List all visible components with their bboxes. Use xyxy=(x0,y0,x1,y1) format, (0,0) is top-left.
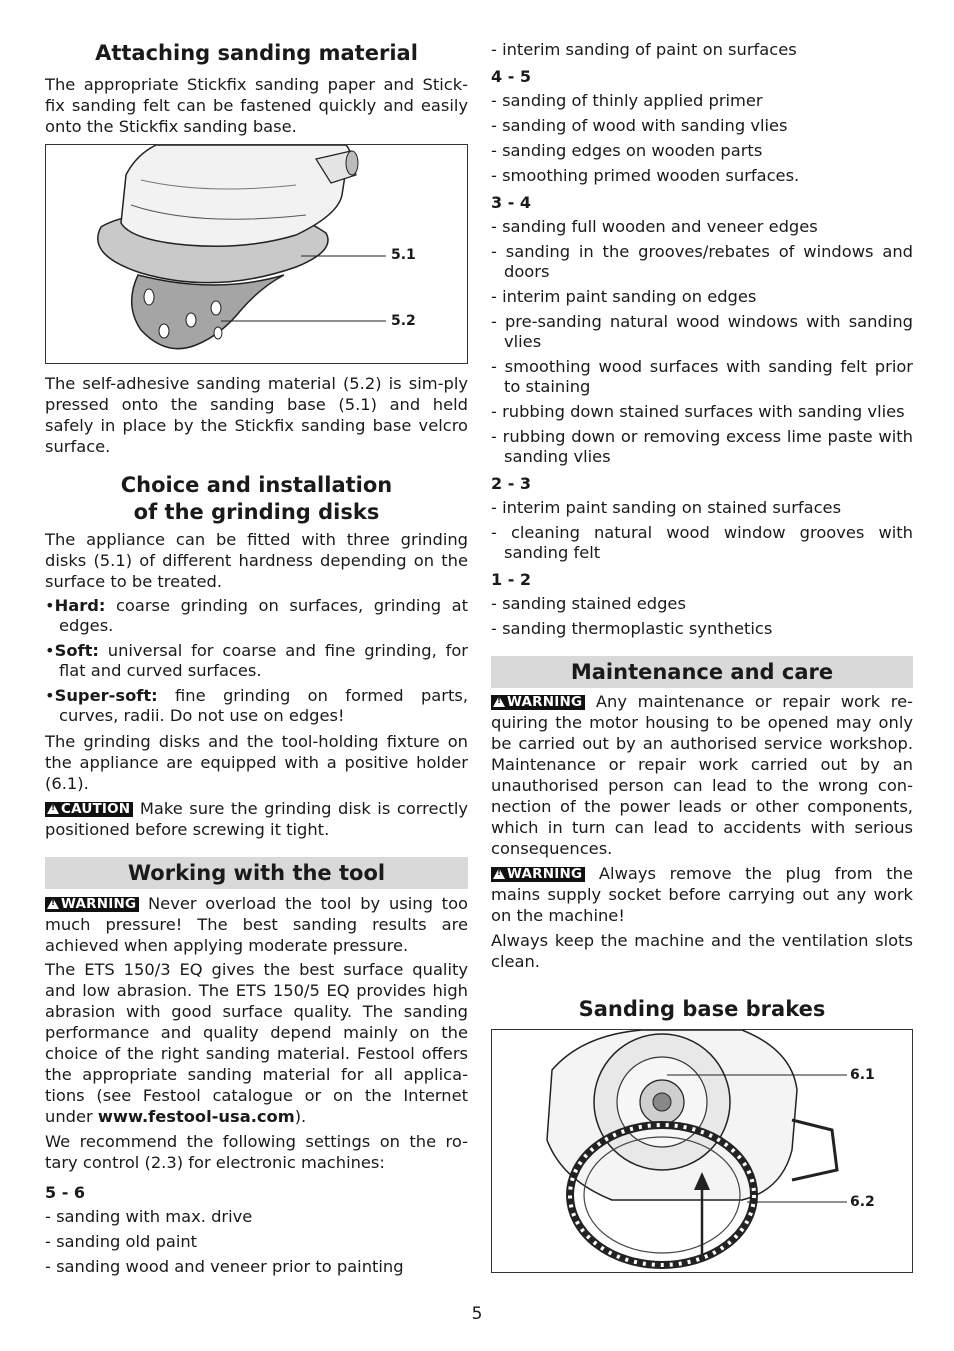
section-title-maintenance: Maintenance and care xyxy=(491,656,913,688)
list-item: - sanding in the grooves/rebates of windows and doors xyxy=(491,242,913,282)
warning-badge xyxy=(491,867,585,882)
warning-triangle-icon xyxy=(47,898,59,909)
maintenance-clean: Always keep the machine and the ventilation slots clean. xyxy=(491,931,913,971)
list-item: - sanding wood and veneer prior to painting xyxy=(45,1257,468,1277)
list-item: - interim sanding of paint on surfaces xyxy=(491,40,913,60)
warning-text: Any maintenance or repair work re-quiring the motor housing to be opened may only be carried out by an authorised service workshop. Maintenance or repair work carried out by an unauthorised person can lead to the wrong con-nection of the power leads or other components, which in turn can lead to accidents with serious consequences. xyxy=(491,692,913,858)
maintenance-warning-2 xyxy=(491,863,913,926)
festool-url: www.festool-usa.com xyxy=(97,1107,295,1126)
warning-label: WARNING xyxy=(507,866,583,882)
callout-5-2: 5.2 xyxy=(391,313,416,329)
figure-sanding-base xyxy=(45,144,468,364)
list-item: - sanding full wooden and veneer edges xyxy=(491,217,913,237)
warning-text: Always remove the plug from the mains supply socket before carrying out any work on the machine! xyxy=(491,864,913,925)
bullet-term: Hard: xyxy=(54,596,106,615)
setting-4-5: 4 - 5 xyxy=(491,67,532,86)
warning-triangle-icon xyxy=(47,803,59,814)
bullet-text: fine grinding on formed parts, curves, radii. Do not use on edges! xyxy=(59,686,468,725)
warning-triangle-icon xyxy=(493,696,505,707)
settings-list-3-4 xyxy=(491,217,913,467)
section-title-attaching: Attaching sanding material xyxy=(95,41,418,65)
settings-list-2-3 xyxy=(491,498,913,563)
quality-text-1: The ETS 150/3 EQ gives the best surface quality and low abrasion. The ETS 150/5 EQ provides high abrasion with good surface quality. The sanding performance and quality depend mainly on the choice of the right sanding material. Festool offers the appropriate sanding material for all applica-tions (see Festool catalogue or on the Internet under xyxy=(45,960,468,1126)
list-item: - smoothing primed wooden surfaces. xyxy=(491,166,913,186)
recommend-text: We recommend the following settings on the ro-tary control (2.3) for electronic machines: xyxy=(45,1132,468,1172)
bullet-text: coarse grinding on surfaces, grinding at edges. xyxy=(59,596,468,635)
settings-list-5-6 xyxy=(45,1207,468,1277)
list-item: - sanding old paint xyxy=(45,1232,468,1252)
setting-3-4: 3 - 4 xyxy=(491,193,532,212)
list-item: - cleaning natural wood window grooves with sanding felt xyxy=(491,523,913,563)
list-item: - sanding thermoplastic synthetics xyxy=(491,619,913,639)
brake-illustration xyxy=(492,1030,912,1272)
caution-text: Make sure the grinding disk is correctly positioned before screwing it tight. xyxy=(45,799,468,839)
section-title-working: Working with the tool xyxy=(45,857,468,889)
warning-label: WARNING xyxy=(61,896,137,912)
maintenance-warning-1 xyxy=(491,691,913,859)
callout-6-1: 6.1 xyxy=(850,1067,875,1083)
warning-badge xyxy=(491,695,585,710)
bullet-term: Super-soft: xyxy=(54,686,158,705)
caution-paragraph xyxy=(45,798,468,840)
warning-label: WARNING xyxy=(507,694,583,710)
caution-label: CAUTION xyxy=(61,801,131,817)
list-item: - interim paint sanding on edges xyxy=(491,287,913,307)
settings-list-4-5 xyxy=(491,91,913,186)
bullet-text: universal for coarse and fine grinding, for flat and curved surfaces. xyxy=(59,641,468,680)
section-title-choice xyxy=(45,472,468,526)
list-item: - sanding of wood with sanding vlies xyxy=(491,116,913,136)
quality-text xyxy=(45,959,468,1127)
bullet-term: Soft: xyxy=(54,641,99,660)
list-item: - sanding with max. drive xyxy=(45,1207,468,1227)
warning-triangle-icon xyxy=(493,868,505,879)
choice-title-line2: of the grinding disks xyxy=(133,500,380,524)
warning-text: Never overload the tool by using too much pressure! The best sanding results are achieved when applying moderate pressure. xyxy=(45,894,468,955)
page-number: 5 xyxy=(471,1304,483,1324)
right-column xyxy=(491,38,913,1273)
callout-6-2: 6.2 xyxy=(850,1194,875,1210)
list-item: - rubbing down or removing excess lime paste with sanding vlies xyxy=(491,427,913,467)
list-item: - smoothing wood surfaces with sanding felt prior to staining xyxy=(491,357,913,397)
attaching-intro: The appropriate Stickfix sanding paper and Stick-fix sanding felt can be fastened quickly and easily onto the Stickfix sanding base. xyxy=(45,75,468,136)
hardness-list xyxy=(45,596,468,726)
setting-1-2: 1 - 2 xyxy=(491,570,532,589)
list-item: - interim paint sanding on stained surfaces xyxy=(491,498,913,518)
choice-title-line1: Choice and installation xyxy=(120,473,393,497)
choice-intro: The appliance can be fitted with three grinding disks (5.1) of different hardness depending on the surface to be treated. xyxy=(45,530,468,591)
caution-badge xyxy=(45,802,133,817)
settings-list-1-2 xyxy=(491,594,913,639)
list-item xyxy=(45,686,468,726)
attaching-body: The self-adhesive sanding material (5.2) is sim-ply pressed onto the sanding base (5.1) and held safely in place by the Stickfix sanding base velcro surface. xyxy=(45,374,468,456)
list-item: - sanding of thinly applied primer xyxy=(491,91,913,111)
setting-5-6: 5 - 6 xyxy=(45,1183,86,1202)
left-column xyxy=(45,38,468,1282)
list-item xyxy=(45,641,468,681)
list-item: - sanding stained edges xyxy=(491,594,913,614)
setting-2-3: 2 - 3 xyxy=(491,474,532,493)
holder-text: The grinding disks and the tool-holding fixture on the appliance are equipped with a positive holder (6.1). xyxy=(45,732,468,793)
section-title-brakes: Sanding base brakes xyxy=(578,997,826,1021)
quality-text-2: ). xyxy=(294,1107,307,1126)
list-item: - pre-sanding natural wood windows with sanding vlies xyxy=(491,312,913,352)
figure-sanding-base-brakes xyxy=(491,1029,913,1273)
callout-5-1: 5.1 xyxy=(391,247,416,263)
list-item: - sanding edges on wooden parts xyxy=(491,141,913,161)
warning-badge xyxy=(45,897,139,912)
list-item: - rubbing down stained surfaces with sanding vlies xyxy=(491,402,913,422)
list-item xyxy=(45,596,468,636)
settings-list-5-6-cont xyxy=(491,40,913,60)
working-warning xyxy=(45,893,468,956)
